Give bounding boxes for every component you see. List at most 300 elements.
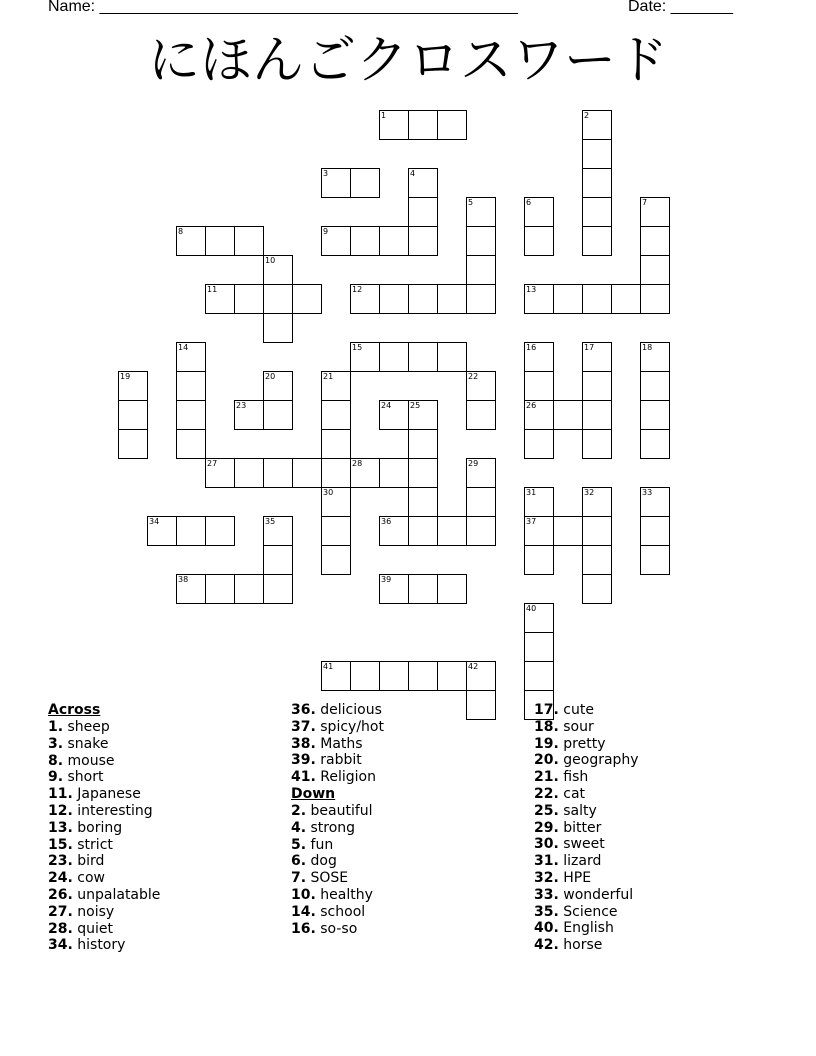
clue-number: 10. xyxy=(291,886,316,903)
clue-item xyxy=(48,937,288,954)
clue-number: 20 xyxy=(265,372,276,381)
grid-cell[interactable] xyxy=(321,487,351,517)
clue-number: 16. xyxy=(291,920,316,937)
clue-number: 3. xyxy=(48,735,64,752)
grid-cell[interactable] xyxy=(234,226,264,256)
clue-number: 1 xyxy=(381,111,387,120)
clue-text: Science xyxy=(558,903,618,920)
grid-cell[interactable] xyxy=(408,429,438,459)
grid-cell[interactable] xyxy=(263,545,293,575)
clue-item xyxy=(534,702,774,719)
grid-cell[interactable] xyxy=(263,371,293,401)
clue-text: boring xyxy=(72,819,123,836)
clue-text: SOSE xyxy=(306,870,349,887)
grid-cell[interactable] xyxy=(176,371,206,401)
clue-item xyxy=(291,853,531,870)
clue-number: 38 xyxy=(178,575,189,584)
clue-item xyxy=(534,920,774,937)
clue-number: 26 xyxy=(526,401,537,410)
grid-cell[interactable] xyxy=(205,516,235,546)
clue-text: bitter xyxy=(558,819,602,836)
clue-number: 23 xyxy=(236,401,247,410)
clue-text: Maths xyxy=(315,735,363,752)
grid-cell[interactable] xyxy=(263,574,293,604)
grid-cell[interactable] xyxy=(234,284,264,314)
clue-number: 23. xyxy=(48,853,73,870)
grid-cell[interactable] xyxy=(205,226,235,256)
clue-text: sour xyxy=(558,718,594,735)
clue-text: noisy xyxy=(72,903,115,920)
clue-item xyxy=(291,870,531,887)
grid-cell[interactable] xyxy=(408,284,438,314)
grid-cell[interactable] xyxy=(321,226,351,256)
clue-number: 30 xyxy=(323,488,334,497)
grid-cell[interactable] xyxy=(263,516,293,546)
grid-cell[interactable] xyxy=(582,110,612,140)
grid-cell[interactable] xyxy=(408,661,438,691)
grid-cell[interactable] xyxy=(582,487,612,517)
clue-item xyxy=(534,820,774,837)
grid-cell[interactable] xyxy=(582,226,612,256)
clue-number: 27 xyxy=(207,459,218,468)
clue-number: 9 xyxy=(323,227,329,236)
clue-text: salty xyxy=(558,802,597,819)
grid-cell[interactable] xyxy=(640,197,670,227)
clue-text: sheep xyxy=(63,719,110,735)
grid-cell[interactable] xyxy=(524,545,554,575)
grid-cell[interactable] xyxy=(408,458,438,488)
clue-number: 26. xyxy=(48,886,73,903)
grid-cell[interactable] xyxy=(524,197,554,227)
clue-text: pretty xyxy=(558,735,606,752)
clue-number: 38. xyxy=(291,735,316,752)
clue-number: 12. xyxy=(48,802,73,819)
clue-text: delicious xyxy=(315,702,382,718)
clue-item xyxy=(48,820,288,837)
grid-cell[interactable] xyxy=(408,574,438,604)
grid-cell[interactable] xyxy=(408,400,438,430)
clue-number: 16 xyxy=(526,343,537,352)
grid-cell[interactable] xyxy=(379,574,409,604)
clue-text: dog xyxy=(306,853,337,870)
clue-text: cute xyxy=(558,702,594,718)
grid-cell[interactable] xyxy=(176,429,206,459)
clue-number: 18. xyxy=(534,718,559,735)
grid-cell[interactable] xyxy=(321,168,351,198)
clue-number: 2. xyxy=(291,802,307,819)
clue-item xyxy=(534,904,774,921)
clue-number: 7 xyxy=(642,198,648,207)
clue-number: 35 xyxy=(265,517,276,526)
clue-item xyxy=(534,786,774,803)
clues-column-2 xyxy=(291,702,531,937)
clue-item xyxy=(534,887,774,904)
clue-number: 24 xyxy=(381,401,392,410)
grid-cell[interactable] xyxy=(437,516,467,546)
clue-number: 28 xyxy=(352,459,363,468)
clue-number: 14. xyxy=(291,903,316,920)
clue-item xyxy=(291,702,531,719)
clue-item xyxy=(534,836,774,853)
clue-item xyxy=(48,921,288,938)
grid-cell[interactable] xyxy=(524,487,554,517)
clue-text: short xyxy=(63,769,104,786)
grid-cell[interactable] xyxy=(582,168,612,198)
clue-item xyxy=(534,769,774,786)
clue-text: rabbit xyxy=(315,752,362,769)
clue-number: 33 xyxy=(642,488,653,497)
clue-item xyxy=(534,853,774,870)
grid-cell[interactable] xyxy=(582,139,612,169)
clue-number: 27. xyxy=(48,903,73,920)
grid-cell[interactable] xyxy=(379,458,409,488)
grid-cell[interactable] xyxy=(553,284,583,314)
down-heading: Down xyxy=(291,785,336,802)
clue-text: so-so xyxy=(315,920,358,937)
grid-cell[interactable] xyxy=(263,458,293,488)
grid-cell[interactable] xyxy=(321,400,351,430)
grid-cell[interactable] xyxy=(263,255,293,285)
grid-cell[interactable] xyxy=(205,284,235,314)
clue-item xyxy=(291,736,531,753)
clue-number: 4 xyxy=(410,169,416,178)
grid-cell[interactable] xyxy=(582,545,612,575)
grid-cell[interactable] xyxy=(437,284,467,314)
grid-cell[interactable] xyxy=(234,400,264,430)
grid-cell[interactable] xyxy=(147,516,177,546)
clue-number: 22 xyxy=(468,372,479,381)
clue-number: 35. xyxy=(534,903,559,920)
grid-cell[interactable] xyxy=(350,342,380,372)
grid-cell[interactable] xyxy=(466,661,496,691)
clue-item xyxy=(534,870,774,887)
name-field[interactable]: Name: _______________________________________________ xyxy=(48,0,518,15)
clue-text: spicy/hot xyxy=(315,718,384,735)
grid-cell[interactable] xyxy=(437,574,467,604)
grid-cell[interactable] xyxy=(205,458,235,488)
grid-cell[interactable] xyxy=(234,574,264,604)
clue-number: 11 xyxy=(207,285,218,294)
grid-cell[interactable] xyxy=(408,226,438,256)
grid-cell[interactable] xyxy=(582,284,612,314)
clue-item xyxy=(48,904,288,921)
clue-number: 5. xyxy=(291,836,307,853)
clue-number: 10 xyxy=(265,256,276,265)
grid-cell[interactable] xyxy=(350,284,380,314)
clue-text: school xyxy=(315,903,366,920)
clue-number: 41. xyxy=(291,769,316,786)
clue-number: 31. xyxy=(534,853,559,870)
grid-cell[interactable] xyxy=(321,371,351,401)
grid-cell[interactable] xyxy=(640,255,670,285)
clue-number: 6 xyxy=(526,198,532,207)
grid-cell[interactable] xyxy=(176,574,206,604)
grid-cell[interactable] xyxy=(582,342,612,372)
clue-item xyxy=(48,803,288,820)
clue-number: 28. xyxy=(48,920,73,937)
grid-cell[interactable] xyxy=(466,197,496,227)
clue-number: 20. xyxy=(534,752,559,769)
clue-text: cat xyxy=(558,785,586,802)
clue-number: 8 xyxy=(178,227,184,236)
clue-text: sweet xyxy=(558,836,605,853)
clue-text: interesting xyxy=(72,802,153,819)
clue-item xyxy=(534,719,774,736)
grid-cell[interactable] xyxy=(408,516,438,546)
clue-number: 31 xyxy=(526,488,537,497)
clue-number: 36. xyxy=(291,702,316,718)
grid-cell[interactable] xyxy=(379,400,409,430)
grid-cell[interactable] xyxy=(553,400,583,430)
clue-text: Japanese xyxy=(72,786,141,803)
clue-number: 3 xyxy=(323,169,329,178)
grid-cell[interactable] xyxy=(118,371,148,401)
clue-number: 21. xyxy=(534,769,559,786)
date-field[interactable]: Date: _______ xyxy=(628,0,733,15)
clue-number: 7. xyxy=(291,870,307,887)
clue-number: 6. xyxy=(291,853,307,870)
grid-cell[interactable] xyxy=(640,545,670,575)
grid-cell[interactable] xyxy=(379,284,409,314)
grid-cell[interactable] xyxy=(350,661,380,691)
grid-cell[interactable] xyxy=(582,371,612,401)
clue-number: 17. xyxy=(534,702,559,718)
grid-cell[interactable] xyxy=(553,516,583,546)
clue-item xyxy=(291,719,531,736)
clue-number: 24. xyxy=(48,870,73,887)
clue-number: 37. xyxy=(291,718,316,735)
clue-number: 18 xyxy=(642,343,653,352)
clue-number: 42 xyxy=(468,662,479,671)
clue-item xyxy=(534,803,774,820)
grid-cell[interactable] xyxy=(524,342,554,372)
grid-cell[interactable] xyxy=(524,429,554,459)
clue-number: 25 xyxy=(410,401,421,410)
grid-cell[interactable] xyxy=(611,284,641,314)
grid-cell[interactable] xyxy=(466,458,496,488)
grid-cell[interactable] xyxy=(524,226,554,256)
grid-cell[interactable] xyxy=(408,342,438,372)
grid-cell[interactable] xyxy=(524,400,554,430)
grid-cell[interactable] xyxy=(292,284,322,314)
clue-item xyxy=(48,769,288,786)
grid-cell[interactable] xyxy=(640,342,670,372)
grid-cell[interactable] xyxy=(408,197,438,227)
grid-cell[interactable] xyxy=(263,400,293,430)
clue-text: strict xyxy=(72,836,113,853)
clue-item xyxy=(48,837,288,854)
clue-text: horse xyxy=(558,937,603,954)
grid-cell[interactable] xyxy=(234,458,264,488)
clue-text: history xyxy=(72,937,126,954)
clue-item xyxy=(291,887,531,904)
clue-item xyxy=(48,736,288,753)
clue-number: 40. xyxy=(534,920,559,937)
grid-cell[interactable] xyxy=(524,284,554,314)
grid-cell[interactable] xyxy=(437,342,467,372)
grid-cell[interactable] xyxy=(582,429,612,459)
grid-cell[interactable] xyxy=(524,516,554,546)
grid-cell[interactable] xyxy=(466,400,496,430)
clue-text: English xyxy=(558,920,614,937)
clue-text: Religion xyxy=(315,769,376,786)
grid-cell[interactable] xyxy=(466,226,496,256)
clue-text: mouse xyxy=(63,752,115,769)
clue-text: bird xyxy=(72,853,105,870)
across-heading: Across xyxy=(48,702,101,718)
clue-item xyxy=(291,921,531,938)
clue-number: 22. xyxy=(534,785,559,802)
clue-item xyxy=(48,853,288,870)
clue-item xyxy=(291,769,531,786)
grid-cell[interactable] xyxy=(640,371,670,401)
page-title: にほんごクロスワード xyxy=(147,31,668,91)
clue-number: 12 xyxy=(352,285,363,294)
clue-item xyxy=(48,753,288,770)
grid-cell[interactable] xyxy=(466,255,496,285)
clue-number: 4. xyxy=(291,819,307,836)
clue-number: 5 xyxy=(468,198,474,207)
grid-cell[interactable] xyxy=(524,603,554,633)
clue-number: 34 xyxy=(149,517,160,526)
clue-item xyxy=(48,887,288,904)
clue-text: cow xyxy=(72,870,105,887)
grid-cell[interactable] xyxy=(524,632,554,662)
grid-cell[interactable] xyxy=(176,342,206,372)
clue-item xyxy=(48,786,288,803)
clue-number: 21 xyxy=(323,372,334,381)
grid-cell[interactable] xyxy=(321,545,351,575)
grid-cell[interactable] xyxy=(292,458,322,488)
grid-cell[interactable] xyxy=(582,516,612,546)
clue-text: geography xyxy=(558,752,639,769)
grid-cell[interactable] xyxy=(379,516,409,546)
clue-text: healthy xyxy=(315,886,373,903)
clue-number: 32. xyxy=(534,869,559,886)
clue-number: 39. xyxy=(291,752,316,769)
clues-column-3 xyxy=(534,702,774,954)
grid-cell[interactable] xyxy=(437,661,467,691)
clue-number: 29 xyxy=(468,459,479,468)
clue-item xyxy=(291,820,531,837)
clue-text: HPE xyxy=(558,869,592,886)
grid-cell[interactable] xyxy=(408,168,438,198)
grid-cell[interactable] xyxy=(582,574,612,604)
clue-number: 8. xyxy=(48,752,64,769)
clue-text: lizard xyxy=(558,853,602,870)
grid-cell[interactable] xyxy=(582,400,612,430)
clue-item xyxy=(48,870,288,887)
clue-item xyxy=(534,752,774,769)
grid-cell[interactable] xyxy=(263,313,293,343)
grid-cell[interactable] xyxy=(350,168,380,198)
clue-text: beautiful xyxy=(306,802,373,819)
grid-cell[interactable] xyxy=(640,429,670,459)
grid-cell[interactable] xyxy=(176,516,206,546)
grid-cell[interactable] xyxy=(350,226,380,256)
grid-cell[interactable] xyxy=(408,487,438,517)
clue-item xyxy=(291,837,531,854)
grid-cell[interactable] xyxy=(379,661,409,691)
grid-cell[interactable] xyxy=(350,458,380,488)
clue-text: snake xyxy=(63,735,109,752)
grid-cell[interactable] xyxy=(321,661,351,691)
grid-cell[interactable] xyxy=(263,284,293,314)
clue-number: 15. xyxy=(48,836,73,853)
clue-number: 42. xyxy=(534,937,559,954)
clue-number: 36 xyxy=(381,517,392,526)
grid-cell[interactable] xyxy=(205,574,235,604)
grid-cell[interactable] xyxy=(176,400,206,430)
grid-cell[interactable] xyxy=(640,284,670,314)
clue-number: 2 xyxy=(584,111,590,120)
grid-cell[interactable] xyxy=(379,110,409,140)
clue-number: 37 xyxy=(526,517,537,526)
grid-cell[interactable] xyxy=(466,516,496,546)
clue-item xyxy=(291,904,531,921)
clue-number: 41 xyxy=(323,662,334,671)
grid-cell[interactable] xyxy=(437,110,467,140)
clue-number: 11. xyxy=(48,786,73,803)
clue-number: 40 xyxy=(526,604,537,613)
clue-number: 17 xyxy=(584,343,595,352)
grid-cell[interactable] xyxy=(408,110,438,140)
grid-cell[interactable] xyxy=(379,342,409,372)
grid-cell[interactable] xyxy=(176,226,206,256)
clue-number: 25. xyxy=(534,802,559,819)
grid-cell[interactable] xyxy=(321,516,351,546)
clue-number: 30. xyxy=(534,836,559,853)
grid-cell[interactable] xyxy=(118,429,148,459)
clue-item xyxy=(291,803,531,820)
clue-number: 9. xyxy=(48,769,64,786)
grid-cell[interactable] xyxy=(524,661,554,691)
clue-item xyxy=(534,937,774,954)
clue-text: unpalatable xyxy=(72,886,161,903)
clue-number: 32 xyxy=(584,488,595,497)
clue-item xyxy=(534,736,774,753)
grid-cell[interactable] xyxy=(379,226,409,256)
grid-cell[interactable] xyxy=(640,400,670,430)
grid-cell[interactable] xyxy=(118,400,148,430)
clue-text: wonderful xyxy=(558,886,634,903)
grid-cell[interactable] xyxy=(640,487,670,517)
clue-number: 14 xyxy=(178,343,189,352)
clue-number: 33. xyxy=(534,886,559,903)
clue-text: fun xyxy=(306,836,334,853)
grid-cell[interactable] xyxy=(466,371,496,401)
clue-number: 29. xyxy=(534,819,559,836)
grid-cell[interactable] xyxy=(640,226,670,256)
clue-number: 39 xyxy=(381,575,392,584)
clue-number: 34. xyxy=(48,937,73,954)
grid-cell[interactable] xyxy=(321,429,351,459)
grid-cell[interactable] xyxy=(524,371,554,401)
clue-text: fish xyxy=(558,769,589,786)
clue-item xyxy=(291,752,531,769)
grid-cell[interactable] xyxy=(582,197,612,227)
clue-number: 19 xyxy=(120,372,131,381)
clue-number: 1. xyxy=(48,719,64,735)
grid-cell[interactable] xyxy=(640,516,670,546)
clue-number: 15 xyxy=(352,343,363,352)
grid-cell[interactable] xyxy=(466,487,496,517)
clues-column-1 xyxy=(48,702,288,954)
clue-text: quiet xyxy=(72,920,114,937)
clue-text: strong xyxy=(306,819,356,836)
clue-number: 19. xyxy=(534,735,559,752)
grid-cell[interactable] xyxy=(466,284,496,314)
